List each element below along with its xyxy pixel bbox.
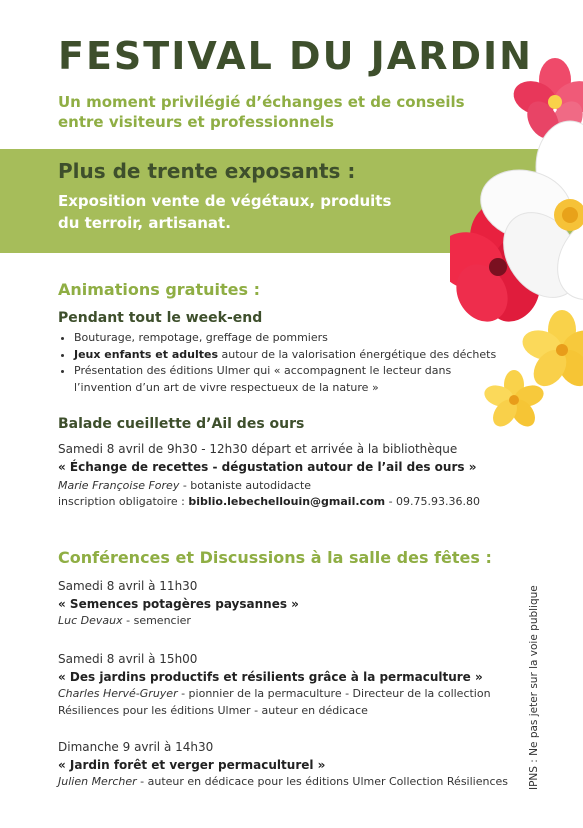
list-item: • Présentation des éditions Ulmer qui « accompagnent le lecteur dans l’invention d’un art de vivre respectueux de la nature » — [74, 363, 504, 396]
balade-inscription-line: inscription obligatoire : biblio.lebechellouin@gmail.com - 09.75.93.36.80 — [58, 495, 481, 508]
weekend-heading: Pendant tout le week-end — [58, 310, 263, 326]
balade-heading: Balade cueillette d’Ail des ours — [58, 416, 305, 432]
exhibitors-text: Exposition vente de végétaux, produits du terroir, artisanat. — [58, 192, 392, 232]
ipns-side-note: IPNS : Ne pas jeter sur la voie publique — [528, 585, 540, 790]
conference-2-speaker-line: Charles Hervé-Gruyer - pionnier de la permaculture - Directeur de la collection — [58, 687, 491, 700]
animations-heading: Animations gratuites : — [58, 280, 260, 299]
speaker-name: Marie Françoise Forey — [58, 479, 180, 492]
balade-event: « Échange de recettes - dégustation autour de l’ail des ours » — [58, 460, 477, 474]
conference-2-role-cont: Résiliences pour les éditions Ulmer - auteur en dédicace — [58, 704, 368, 717]
exhibitors-heading: Plus de trente exposants : — [58, 159, 356, 183]
balade-speaker-line: Marie Françoise Forey - botaniste autodidacte — [58, 479, 312, 492]
yellow-flower-icon — [519, 310, 583, 392]
conference-3-speaker-line: Julien Mercher - auteur en dédicace pour les éditions Ulmer Collection Résiliences — [58, 775, 509, 788]
conference-1-date: Samedi 8 avril à 11h30 — [58, 579, 198, 593]
balade-date: Samedi 8 avril de 9h30 - 12h30 départ et arrivée à la bibliothèque — [58, 442, 458, 456]
conferences-heading: Conférences et Discussions à la salle des fêtes : — [58, 548, 492, 567]
poster-subtitle: Un moment privilégié d’échanges et de conseils entre visiteurs et professionnels — [58, 93, 465, 131]
conference-1-title: « Semences potagères paysannes » — [58, 597, 299, 611]
conference-3-date: Dimanche 9 avril à 14h30 — [58, 740, 214, 754]
list-item: • Jeux enfants et adultes autour de la valorisation énergétique des déchets — [74, 347, 504, 364]
contact-phone: - 09.75.93.36.80 — [385, 495, 481, 508]
conference-2-date: Samedi 8 avril à 15h00 — [58, 652, 198, 666]
list-item: • Bouturage, rempotage, greffage de pommiers — [74, 330, 504, 347]
conference-2-title: « Des jardins productifs et résilients grâce à la permaculture » — [58, 670, 483, 684]
weekend-list — [58, 330, 504, 396]
conference-1-speaker-line: Luc Devaux - semencier — [58, 614, 191, 627]
contact-email: biblio.lebechellouin@gmail.com — [188, 495, 386, 508]
conference-3-title: « Jardin forêt et verger permaculturel » — [58, 758, 326, 772]
poster-title: FESTIVAL DU JARDIN — [58, 34, 533, 78]
